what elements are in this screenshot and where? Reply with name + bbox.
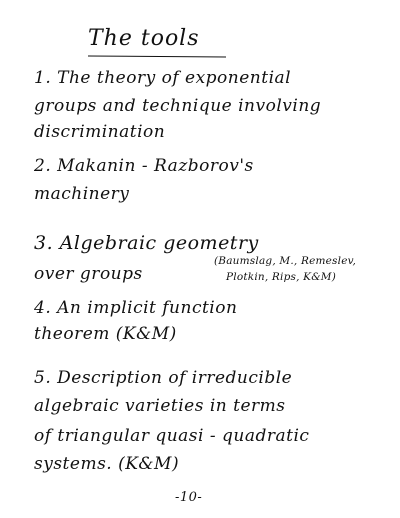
item-4-line-1: 4. An implicit function xyxy=(34,298,238,318)
item-3-citation-line-1: (Baumslag, M., Remeslev, xyxy=(214,255,357,267)
item-5-line-2: algebraic varieties in terms xyxy=(34,396,286,416)
item-2-line-2: machinery xyxy=(34,184,130,204)
item-5-line-1: 5. Description of irreducible xyxy=(34,368,293,388)
item-2-line-1: 2. Makanin - Razborov's xyxy=(34,156,254,176)
item-4-line-2: theorem (K&M) xyxy=(34,324,177,344)
page-title: The tools xyxy=(88,26,200,51)
title-underline xyxy=(88,56,226,58)
item-5-line-3: of triangular quasi - quadratic xyxy=(34,426,310,446)
item-3-line-1: 3. Algebraic geometry xyxy=(34,232,259,254)
item-1-line-3: discrimination xyxy=(34,122,166,142)
item-5-line-4: systems. (K&M) xyxy=(34,454,180,474)
page-number: -10- xyxy=(175,490,203,505)
item-1-line-2: groups and technique involving xyxy=(34,96,322,116)
item-3-line-2: over groups xyxy=(34,264,143,284)
item-1-line-1: 1. The theory of exponential xyxy=(34,68,292,88)
item-3-citation-line-2: Plotkin, Rips, K&M) xyxy=(226,271,337,283)
